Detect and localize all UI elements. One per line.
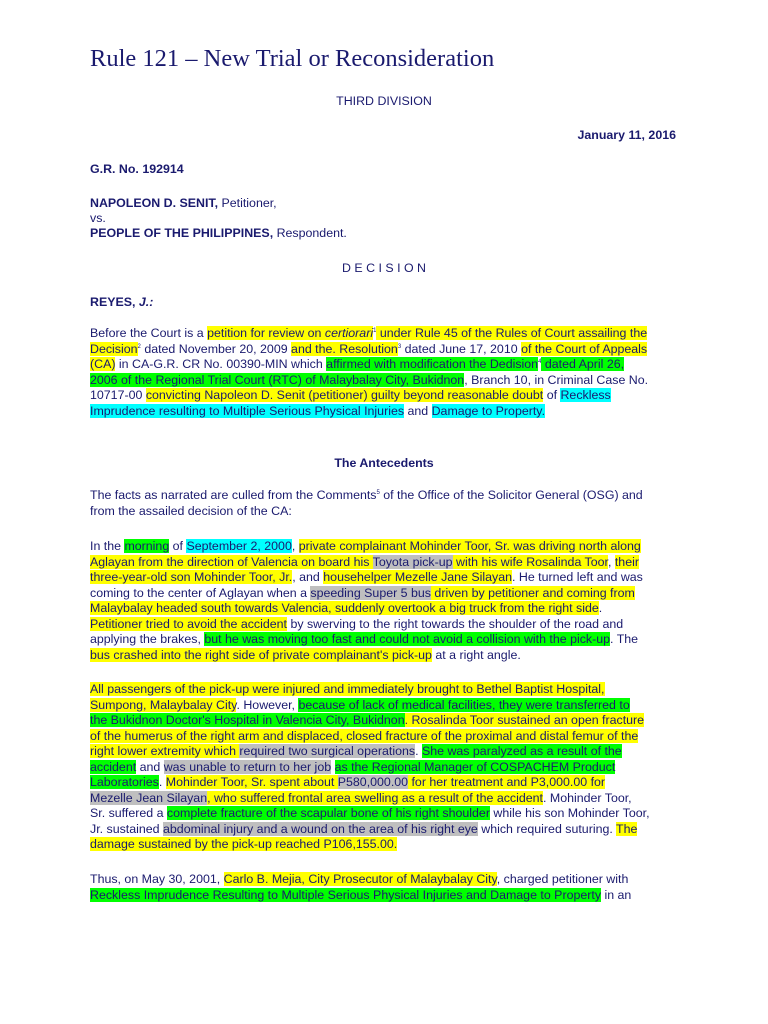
text-run: . The	[610, 632, 639, 646]
ponente-line	[90, 295, 153, 309]
yellow-highlight: their three-year-old son Mohinder Toor, Jr.	[90, 554, 639, 584]
text-run: Thus, on May 30, 2001,	[90, 872, 224, 886]
text-run: dated June 17, 2010	[401, 341, 522, 356]
text-run: in an	[601, 887, 632, 902]
green-highlight: Reckless Imprudence Resulting to Multiple Serious Physical Injuries and Damage to Property	[90, 887, 602, 902]
yellow-highlight: for her treatment and P3,000.00 for	[408, 775, 606, 789]
green-highlight: because of lack of medical facilities, they were transferred to the Bukidnon Doctor's Hospital in Valencia City, Bukidnon	[90, 697, 630, 727]
text-run: while his son Mohinder Toor, Jr. sustained	[90, 806, 650, 836]
green-highlight: She was paralyzed as a result of the accident	[90, 744, 622, 774]
yellow-highlight: with his wife Rosalinda Toor	[452, 554, 608, 569]
petitioner-line	[90, 196, 277, 210]
yellow-highlight: of the Court of Appeals (CA)	[90, 341, 648, 371]
respondent-name: PEOPLE OF THE PHILIPPINES,	[90, 226, 274, 240]
text-run: Before the Court is a	[90, 326, 208, 340]
gray-highlight: required two surgical operations	[239, 744, 416, 758]
yellow-highlight: petition for review on	[207, 326, 325, 340]
yellow-highlight: The damage sustained by the pick-up reached P106,155.00.	[90, 821, 638, 851]
text-run: which required suturing.	[477, 821, 617, 836]
gray-highlight: Toyota pick-up	[372, 554, 453, 569]
footnote-ref: 5	[376, 489, 380, 496]
text-run: and	[404, 403, 432, 418]
text-run: of the Office of the Solicitor General (OSG) and from the assailed decision of the CA:	[90, 488, 643, 518]
text-run: , Branch 10, in Criminal Case No. 10717-00	[90, 372, 649, 402]
yellow-highlight: , who suffered frontal area swelling as a result of the accident	[207, 790, 543, 805]
italic-text: certiorari	[324, 326, 374, 340]
yellow-highlight: . Rosalinda Toor sustained an open fracture of the humerus of the right arm and displaced, closed fracture of the proximal and distal femur of the right lower extremity which	[90, 713, 645, 758]
text-run: and	[136, 759, 164, 774]
text-run: , and	[292, 570, 324, 584]
green-highlight: dated April 26, 2006 of the Regional Trial Court (RTC) of Malaybalay City, Bukidnon	[90, 357, 625, 387]
footnote-ref: 3	[397, 343, 402, 350]
yellow-highlight: was driving north along Aglayan from the direction of Valencia on board his	[90, 539, 641, 569]
green-highlight: affirmed with modification the Dedision	[326, 357, 539, 371]
text-run: ,	[291, 539, 299, 553]
gray-highlight: abdominal injury and a wound on the area of his right eye	[163, 821, 478, 836]
yellow-highlight: Carlo B. Mejia, City Prosecutor of Malaybalay City	[223, 872, 497, 886]
text-run: The facts as narrated are culled from the Comments	[90, 488, 377, 502]
paragraph-charge	[90, 872, 650, 903]
yellow-highlight: Petitioner tried to avoid the accident	[90, 616, 287, 631]
text-run: ,	[607, 554, 615, 569]
text-run: . Mohinder Toor, Sr. suffered a	[90, 790, 632, 820]
text-run: In the	[90, 539, 125, 553]
yellow-highlight: househelper Mezelle Jane Silayan	[323, 570, 513, 584]
green-highlight: but he was moving too fast and could not avoid a collision with the pick-up	[204, 632, 611, 646]
gray-highlight: was unable to return to her job	[163, 759, 332, 774]
text-run: . However,	[236, 697, 299, 712]
yellow-highlight: All passengers of the pick-up were injured and immediately brought to Bethel Baptist Hospital, Sumpong, Malaybalay City	[90, 682, 605, 712]
yellow-highlight: bus crashed into the right side of private complainant's pick-up	[90, 647, 432, 662]
text-run: .	[415, 744, 422, 758]
text-run: of	[169, 539, 187, 553]
text-run: dated November 20, 2009	[140, 341, 292, 356]
antecedents-heading: The Antecedents	[334, 456, 434, 470]
decision-date: January 11, 2016	[577, 128, 676, 142]
text-run: in CA-G.R. CR No. 00390-MIN which	[115, 357, 327, 371]
paragraph-petition	[90, 326, 650, 419]
text-run: by swerving to the right towards the shoulder of the road and applying the brakes,	[90, 616, 624, 646]
ponente-name: REYES,	[90, 295, 136, 309]
case-number: G.R. No. 192914	[90, 162, 184, 176]
cyan-highlight: Damage to Property.	[431, 403, 546, 418]
division-label: THIRD DIVISION	[336, 94, 432, 108]
green-highlight: complete fracture of the scapular bone of his right shoulder	[166, 806, 490, 820]
cyan-highlight: Reckless Imprudence resulting to Multiple Serious Physical Injuries	[90, 388, 611, 418]
paragraph-injuries	[90, 682, 650, 853]
yellow-highlight: driven by petitioner and coming from Malaybalay headed south towards Valencia, suddenly overtook a big truck from the right side	[90, 585, 635, 615]
footnote-ref: 1	[373, 327, 377, 334]
versus-label: vs.	[90, 211, 106, 225]
document-title: Rule 121 – New Trial or Reconsideration	[90, 45, 495, 72]
yellow-highlight: Mohinder Toor, Sr. spent about	[165, 775, 338, 789]
footnote-ref: 2	[137, 343, 141, 350]
paragraph-accident	[90, 539, 650, 663]
text-run: .	[598, 601, 603, 615]
green-highlight: as the Regional Manager of COSPACHEM Product Laboratories	[90, 759, 616, 789]
gray-highlight: speeding Super 5 bus	[310, 585, 431, 600]
petitioner-role: Petitioner,	[221, 196, 277, 210]
text-run: , charged petitioner with	[496, 872, 629, 886]
gray-highlight: Mezelle Jean Silayan	[90, 790, 208, 805]
footnote-ref: 4	[538, 358, 542, 365]
gray-highlight: P580,000.00	[337, 775, 409, 789]
ponente-suffix: J.:	[138, 295, 154, 309]
yellow-highlight: under Rule 45 of the Rules of Court assailing the Decision	[90, 326, 648, 356]
text-run: .	[158, 775, 166, 789]
decision-heading: D E C I S I O N	[342, 261, 426, 275]
green-highlight: morning	[124, 539, 170, 553]
yellow-highlight: convicting Napoleon D. Senit (petitioner) guilty beyond reasonable doubt	[145, 388, 544, 402]
cyan-highlight: September 2, 2000	[186, 539, 292, 553]
yellow-highlight: private complainant Mohinder Toor, Sr.	[298, 539, 510, 553]
petitioner-name: NAPOLEON D. SENIT,	[90, 196, 219, 210]
respondent-line	[90, 226, 347, 240]
respondent-role: Respondent.	[276, 226, 347, 240]
text-run: . He turned left and was coming to the center of Aglayan when a	[90, 570, 643, 600]
paragraph-facts-intro	[90, 488, 650, 519]
text-run: at a right angle.	[431, 647, 521, 662]
yellow-highlight: and the. Resolution	[291, 341, 398, 356]
text-run: of	[543, 388, 561, 402]
